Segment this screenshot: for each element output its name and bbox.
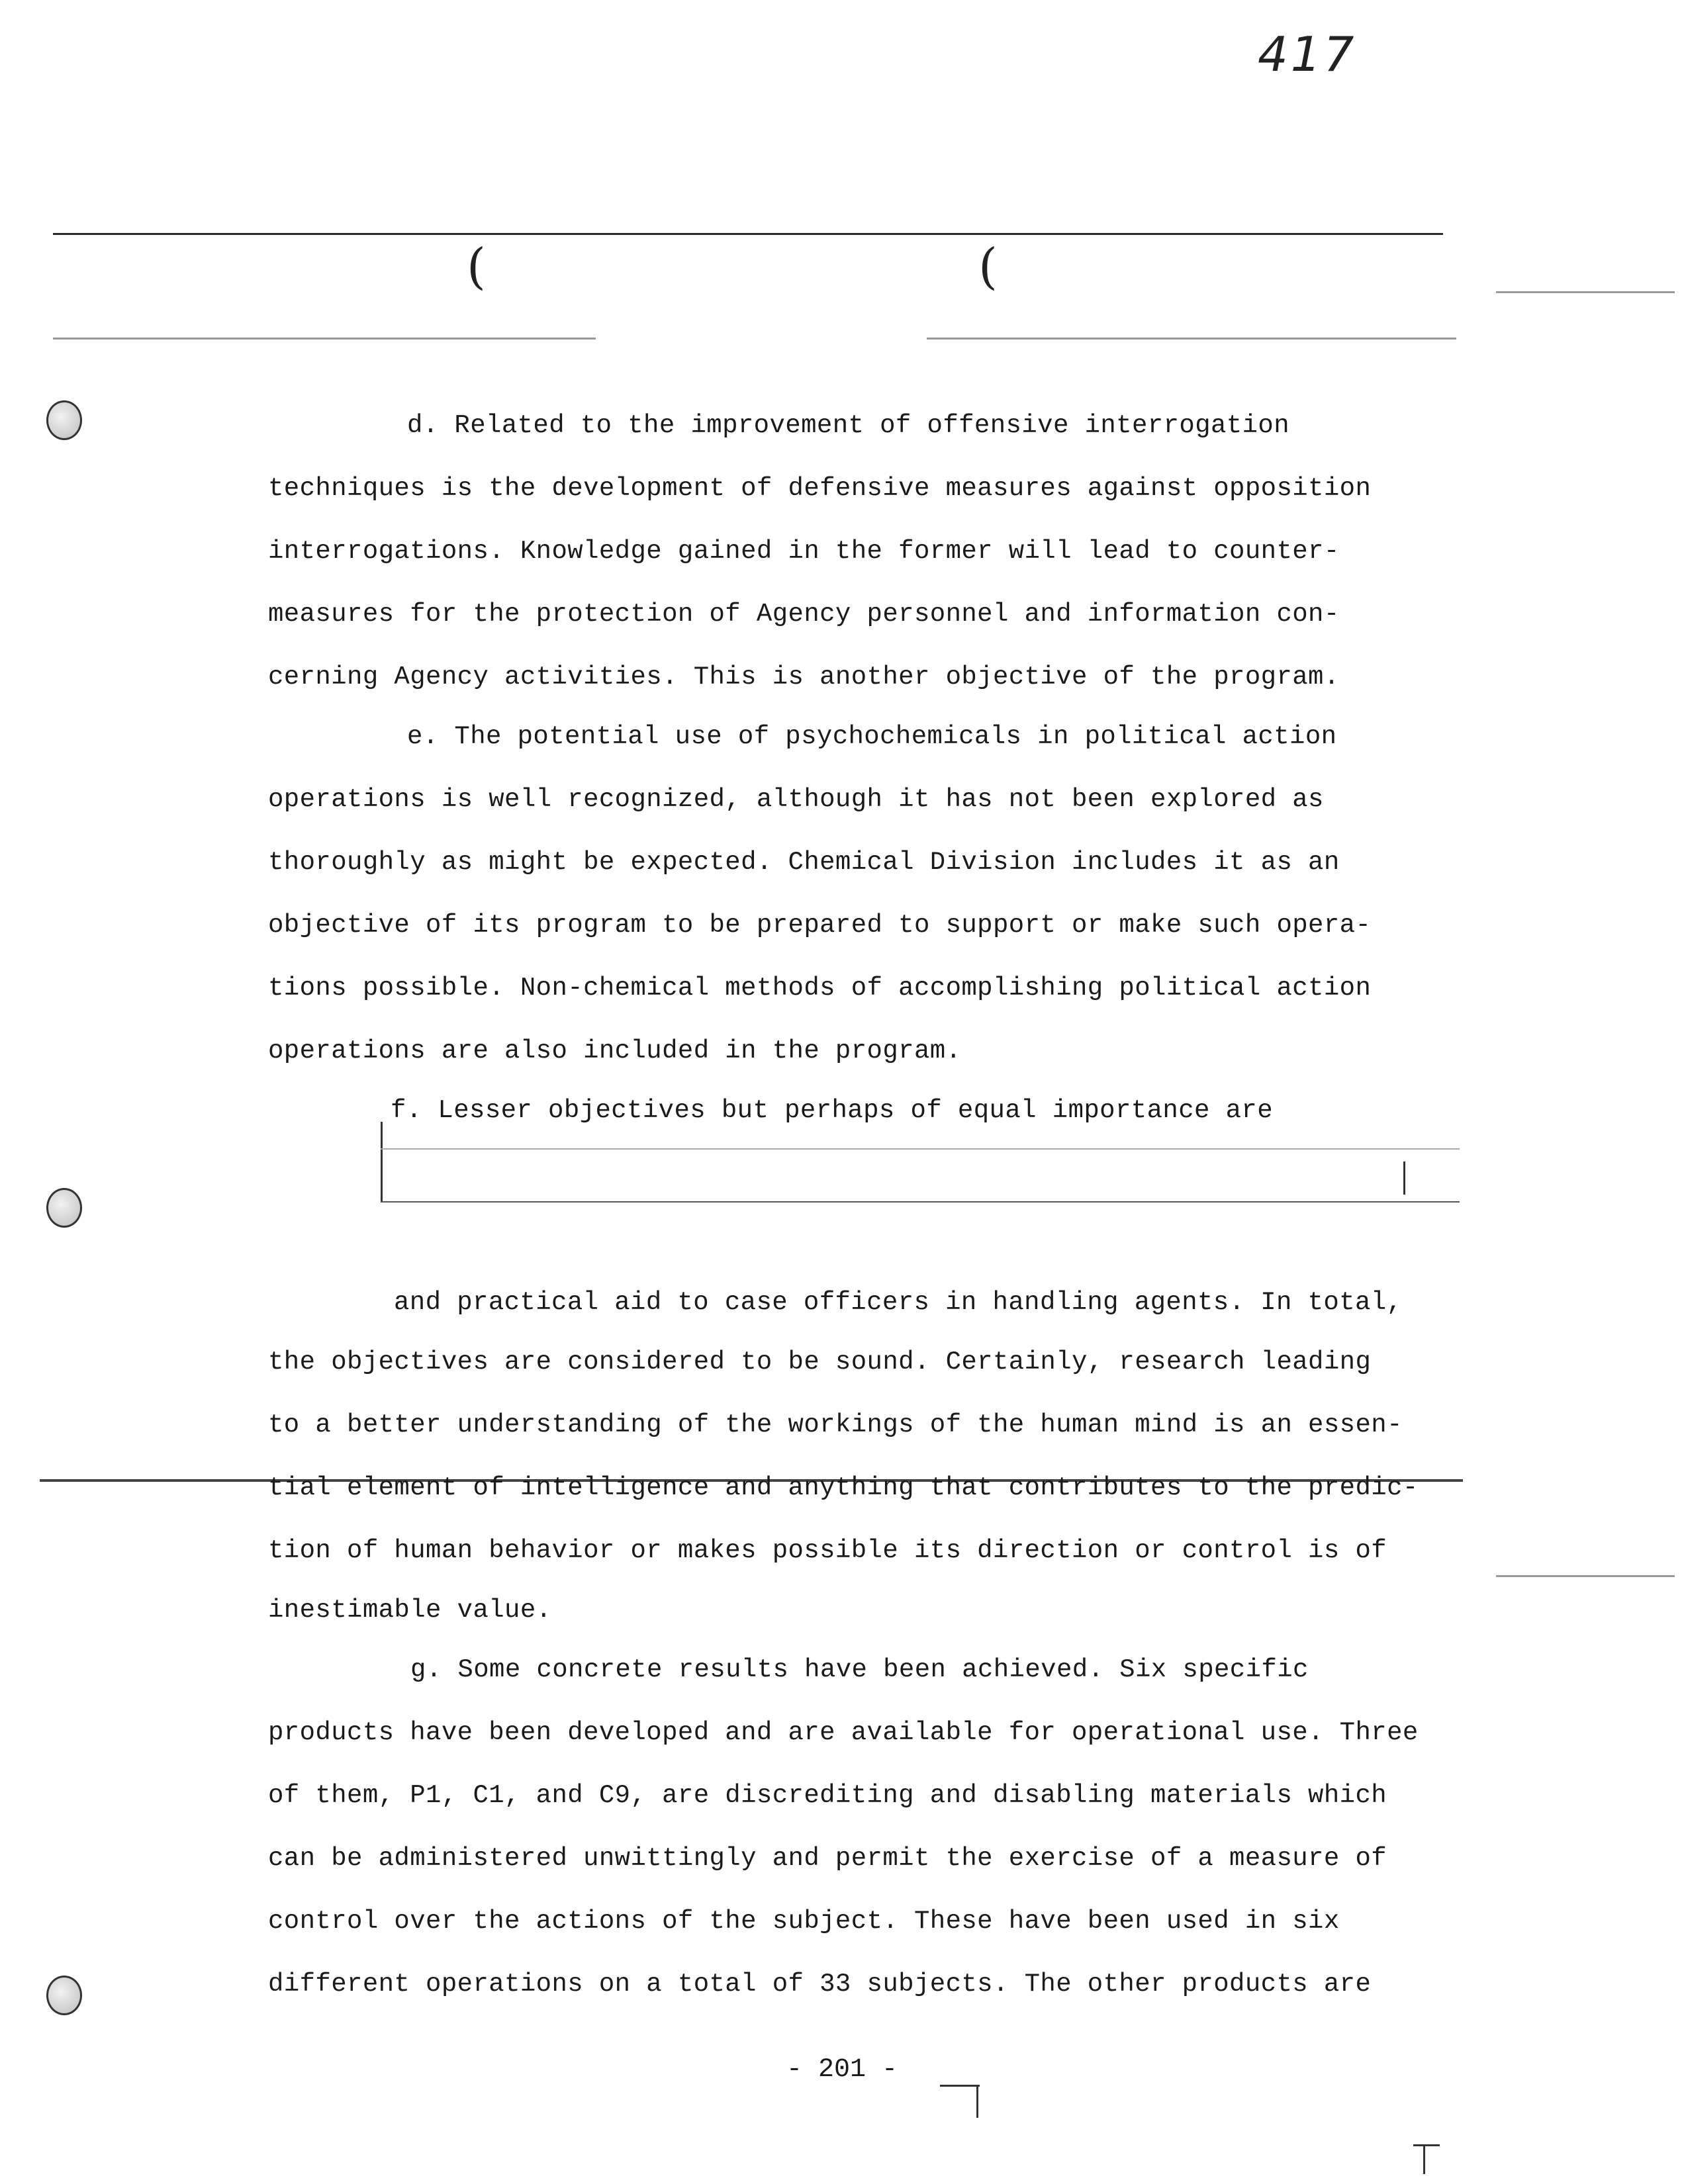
redaction-bracket-left	[381, 1122, 383, 1201]
paragraph-g-line-1: g. Some concrete results have been achieved. Six specific	[410, 1655, 1309, 1684]
scan-noise	[53, 338, 596, 340]
paragraph-d-line-1: d. Related to the improvement of offensive interrogation	[407, 411, 1290, 440]
paragraph-f-line-4: to a better understanding of the workings of the human mind is an essen-	[268, 1410, 1403, 1439]
paragraph-f-line-2: and practical aid to case officers in handling agents. In total,	[394, 1288, 1403, 1317]
paragraph-f-line-5: tial element of intelligence and anything that contributes to the predic-	[268, 1473, 1419, 1502]
corner-mark	[940, 2085, 980, 2087]
paragraph-f-line-6: tion of human behavior or makes possible its direction or control is of	[268, 1536, 1387, 1565]
paragraph-d-line-2: techniques is the development of defensive measures against opposition	[268, 474, 1372, 503]
corner-mark	[1423, 2144, 1425, 2174]
corner-mark	[1413, 2144, 1440, 2146]
scan-noise	[1496, 1575, 1675, 1577]
paragraph-e-line-6: operations are also included in the program.	[268, 1036, 962, 1066]
handwritten-page-number: 417	[1258, 26, 1357, 82]
paragraph-f-line-3: the objectives are considered to be sound. Certainly, research leading	[268, 1347, 1372, 1377]
scan-noise	[927, 338, 1456, 340]
paragraph-e-line-2: operations is well recognized, although it has not been explored as	[268, 785, 1324, 814]
paragraph-e-line-4: objective of its program to be prepared to support or make such opera-	[268, 911, 1372, 940]
corner-mark	[976, 2085, 978, 2118]
right-paren-mark: (	[978, 238, 998, 295]
paragraph-g-line-4: can be administered unwittingly and permit the exercise of a measure of	[268, 1844, 1387, 1873]
page-footer-number: - 201 -	[786, 2055, 898, 2085]
punch-hole-top	[46, 400, 82, 440]
paragraph-g-line-5: control over the actions of the subject. These have been used in six	[268, 1907, 1340, 1936]
punch-hole-bottom	[46, 1976, 82, 2015]
redaction-line	[381, 1148, 1460, 1150]
paragraph-g-line-3: of them, P1, C1, and C9, are discrediting and disabling materials which	[268, 1781, 1387, 1810]
paragraph-e-line-1: e. The potential use of psychochemicals in political action	[407, 722, 1337, 751]
punch-hole-middle	[46, 1188, 82, 1228]
redaction-line	[381, 1201, 1460, 1203]
redaction-bracket-right	[1403, 1161, 1405, 1195]
paragraph-d-line-3: interrogations. Knowledge gained in the former will lead to counter-	[268, 537, 1340, 566]
paragraph-d-line-4: measures for the protection of Agency personnel and information con-	[268, 600, 1340, 629]
paragraph-f-line-1: f. Lesser objectives but perhaps of equal importance are	[391, 1096, 1274, 1125]
paragraph-e-line-5: tions possible. Non-chemical methods of accomplishing political action	[268, 974, 1372, 1003]
paragraph-g-line-6: different operations on a total of 33 subjects. The other products are	[268, 1970, 1372, 1999]
paragraph-f-line-7: inestimable value.	[268, 1596, 552, 1625]
scan-noise	[1496, 291, 1675, 293]
header-rule	[53, 233, 1443, 235]
paragraph-g-line-2: products have been developed and are available for operational use. Three	[268, 1718, 1419, 1747]
paragraph-e-line-3: thoroughly as might be expected. Chemical Division includes it as an	[268, 848, 1340, 877]
left-paren-mark: (	[467, 238, 486, 295]
paragraph-d-line-5: cerning Agency activities. This is another objective of the program.	[268, 662, 1340, 692]
